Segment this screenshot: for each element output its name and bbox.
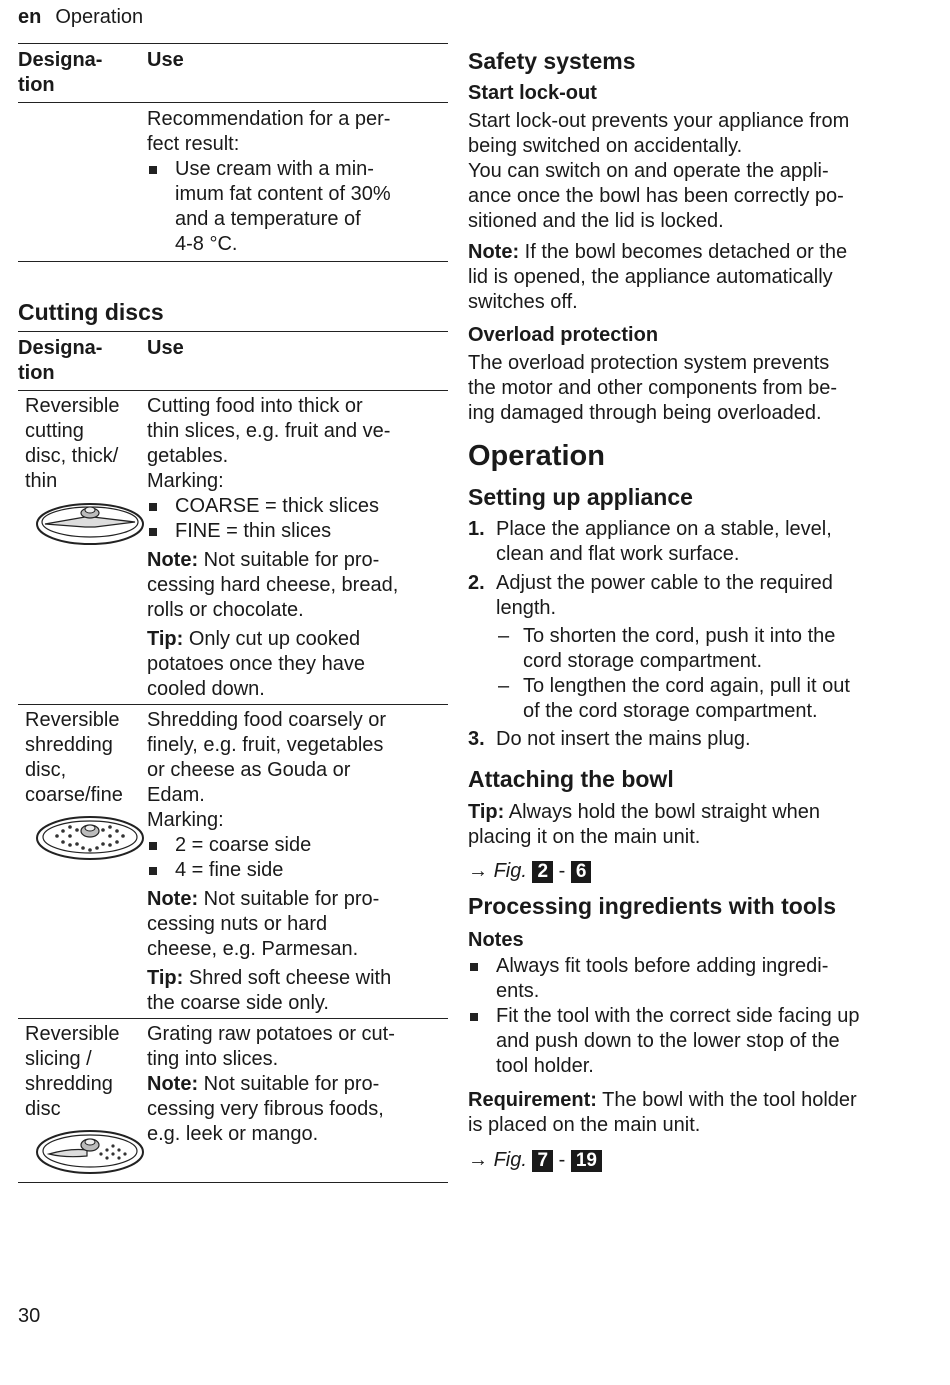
shredding-disc-icon (35, 814, 145, 862)
cutting-disc-icon (35, 500, 145, 548)
tip-text: Tip: Shred soft cheese with the coarse side only. (147, 967, 392, 1014)
setup-steps (468, 517, 908, 752)
list-item: Use cream with a min- imum fat content of 30% and a temperature of 4-8 °C. (147, 157, 444, 257)
use-text: Grating raw potatoes or cut- ting into slices. (147, 1023, 395, 1070)
tip-text: Tip: Always hold the bowl straight when placing it on the main unit. (468, 801, 821, 848)
col-designation: Designa- tion (18, 337, 103, 384)
whipping-table (18, 43, 448, 262)
list-item: Fit the tool with the correct side facing up and push down to the lower stop of the tool holder. (468, 1004, 908, 1079)
page-number: 30 (18, 1305, 41, 1327)
marking-label: Marking: (147, 809, 224, 831)
list-item: 1. Place the appliance on a stable, level, clean and flat work surface. (468, 518, 832, 565)
notes-list (468, 954, 908, 1079)
list-item: 2 = coarse side (147, 833, 444, 858)
slicing-shredding-disc-icon (35, 1128, 145, 1176)
recommendation-text: Recommendation for a per- fect result: (147, 108, 391, 155)
table-header (18, 331, 448, 391)
section-title-safety: Safety systems (468, 48, 636, 74)
note-text: Note: Not suitable for pro- cessing nuts or hard cheese, e.g. Parmesan. (147, 888, 380, 960)
overload-text: The overload protection system prevents the motor and other components from be- ing damaged through being overloaded. (468, 352, 838, 424)
subsection-title-setup: Setting up appliance (468, 484, 693, 510)
subsection-title-bowl: Attaching the bowl (468, 766, 674, 792)
requirement-text: Requirement: The bowl with the tool holder is placed on the main unit. (468, 1089, 857, 1136)
list-item: 4 = fine side (147, 858, 444, 883)
list-item: Always fit tools before adding ingredi- ents. (468, 954, 908, 1004)
use-text: Cutting food into thick or thin slices, e.g. fruit and ve- getables. (147, 395, 391, 467)
figure-number: 2 (532, 861, 553, 883)
note-text: Note: Not suitable for pro- cessing very fibrous foods, e.g. leek or mango. (147, 1073, 384, 1145)
table-row (18, 391, 448, 705)
subsection-title-tools: Processing ingredients with tools (468, 893, 837, 919)
list-item: FINE = thin slices (147, 519, 444, 544)
right-column (468, 43, 908, 1173)
cutting-discs-table (18, 331, 448, 1183)
table-header (18, 43, 448, 103)
tip-text: Tip: Only cut up cooked potatoes once they have cooled down. (147, 628, 365, 700)
language-tag: en (18, 6, 42, 28)
sub-list-item: – To shorten the cord, push it into the cord storage compartment. (496, 624, 908, 674)
figure-number: 6 (571, 861, 592, 883)
designation: Reversible shredding disc, coarse/fine (25, 709, 123, 806)
note-text: Note: If the bowl becomes detached or the lid is opened, the appliance automatically switches off. (468, 241, 848, 313)
start-lockout-text: Start lock-out prevents your appliance from being switched on accidentally. You can switch on and operate the appli- ance once the bowl has been correctly po- sitioned and the lid is locked. (468, 110, 850, 232)
note-text: Note: Not suitable for pro- cessing hard cheese, bread, rolls or chocolate. (147, 549, 399, 621)
col-use: Use (147, 337, 184, 359)
page-header (18, 6, 143, 29)
use-text: Shredding food coarsely or finely, e.g. fruit, vegetables or cheese as Gouda or Edam. (147, 709, 387, 806)
section-title-cutting-discs: Cutting discs (18, 299, 164, 325)
designation: Reversible cutting disc, thick/ thin (25, 395, 120, 492)
list-item: COARSE = thick slices (147, 494, 444, 519)
figure-number: 7 (532, 1150, 553, 1172)
table-row (18, 103, 448, 262)
figure-number: 19 (571, 1150, 602, 1172)
notes-title: Notes (468, 929, 524, 951)
col-designation: Designa- tion (18, 49, 103, 96)
figure-reference: → Fig. 2 - 6 (468, 859, 908, 884)
left-column (18, 43, 448, 1183)
list-item: 3. Do not insert the mains plug. (468, 728, 751, 750)
section-name: Operation (55, 6, 144, 28)
table-row (18, 705, 448, 1019)
section-title-operation: Operation (468, 440, 605, 472)
marking-label: Marking: (147, 470, 224, 492)
list-item: 2. Adjust the power cable to the required length. – To shorten the cord, push it into the cord storage compartment. – To lengthen the cord again, pull it out of the cord storage compartment. (468, 571, 908, 724)
subsection-title-start-lockout: Start lock-out (468, 82, 597, 104)
subsection-title-overload: Overload protection (468, 324, 659, 346)
designation: Reversible slicing / shredding disc (25, 1023, 120, 1120)
figure-reference: → Fig. 7 - 19 (468, 1148, 908, 1173)
sub-list-item: – To lengthen the cord again, pull it out of the cord storage compartment. (496, 674, 908, 724)
col-use: Use (147, 49, 184, 71)
table-row (18, 1019, 448, 1183)
